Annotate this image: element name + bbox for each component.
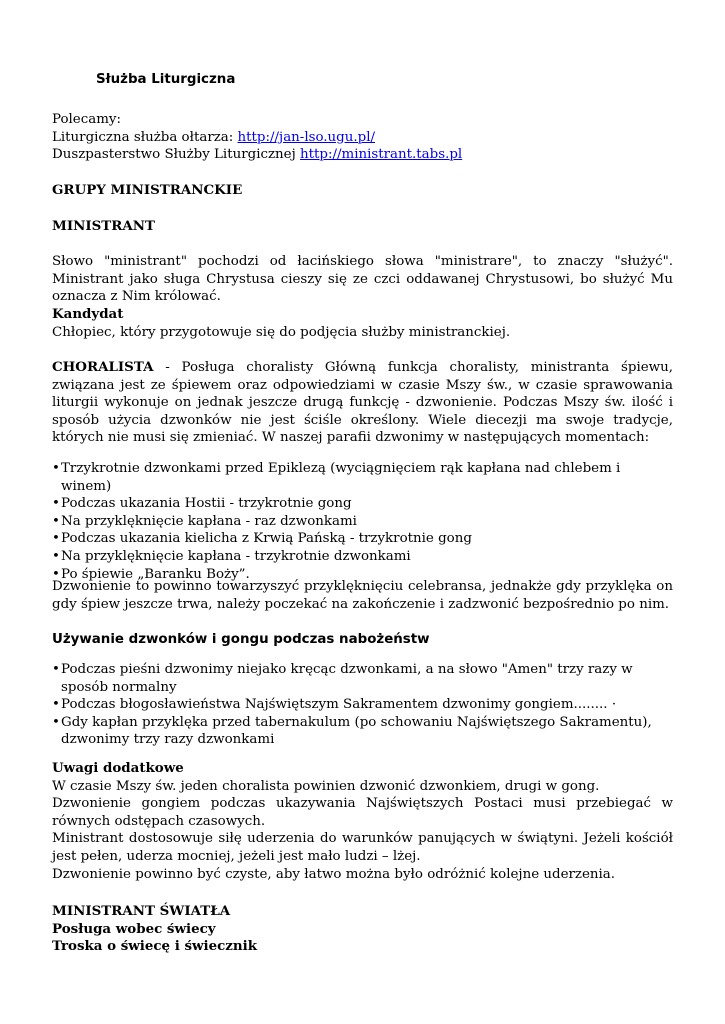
uwagi-text-1: W czasie Mszy św. jeden choralista powinien dzwonić dzwonkiem, drugi w gong.	[52, 778, 600, 794]
recommend-label-2: Duszpasterstwo Służby Liturgicznej	[52, 147, 300, 163]
list-item: • Na przyklęknięcie kapłana - raz dzwonkami	[52, 513, 673, 531]
choralista-paragraph	[52, 359, 673, 447]
link-ministrant-tabs[interactable]: http://ministrant.tabs.pl	[300, 147, 463, 163]
link-jan-lso[interactable]: http://jan-lso.ugu.pl/	[237, 129, 376, 145]
swiatla-subheading-2: Troska o świecę i świecznik	[52, 938, 258, 955]
list-item: • Podczas ukazania kielicha z Krwią Pańską - trzykrotnie gong	[52, 530, 673, 548]
gong-heading: Używanie dzwonków i gongu podczas nabożeństw	[52, 632, 430, 647]
page-title: Służba Liturgiczna	[96, 72, 236, 87]
gong-bullet-list	[52, 661, 673, 749]
recommend-heading: Polecamy:	[52, 112, 121, 127]
swiatla-heading: MINISTRANT ŚWIATŁA	[52, 903, 231, 919]
kandydat-heading: Kandydat	[52, 306, 124, 322]
list-item: • Podczas błogosławieństwa Najświętszym Sakramentem dzwonimy gongiem........ ·	[52, 696, 673, 714]
list-item: • Na przyklęknięcie kapłana - trzykrotnie dzwonkami	[52, 548, 673, 566]
groups-heading: GRUPY MINISTRANCKIE	[52, 182, 243, 198]
swiatla-section	[52, 903, 673, 956]
uwagi-text-3: Ministrant dostosowuje siłę uderzenia do warunków panujących w świątyni. Jeżeli kościół jest pełen, uderza mocniej, jeżeli jest mało ludzi – lżej.	[52, 831, 673, 864]
list-item: • Trzykrotnie dzwonkami przed Epiklezą (wyciągnięciem rąk kapłana nad chlebem i winem)	[52, 460, 673, 495]
kandydat-text: Chłopiec, który przygotowuje się do podjęcia służby ministranckiej.	[52, 325, 511, 340]
recommend-section	[52, 111, 673, 164]
recommend-label-1: Liturgiczna służba ołtarza:	[52, 129, 238, 145]
list-item: • Gdy kapłan przyklęka przed tabernakulum (po schowaniu Najświętszego Sakramentu), dzwonimy trzy razy dzwonkami	[52, 714, 673, 749]
recommend-line-1	[52, 129, 673, 147]
choralista-after-text: Dzwonienie to powinno towarzyszyć przyklęknięciu celebransa, jednakże gdy przyklęka on gdy śpiew jeszcze trwa, należy poczekać na zakończenie i zadzwonić bezpośrednio po nim.	[52, 579, 673, 612]
uwagi-section	[52, 760, 673, 883]
uwagi-heading: Uwagi dodatkowe	[52, 760, 184, 776]
recommend-line-2	[52, 146, 673, 164]
uwagi-text-2: Dzwonienie gongiem podczas ukazywania Najświętszych Postaci musi przebiegać w równych odstępach czasowych.	[52, 796, 673, 829]
choralista-heading: CHORALISTA	[52, 359, 154, 375]
choralista-text: - Posługa choralisty Główną funkcja choralisty, ministranta śpiewu, związana jest ze śpiewem oraz odpowiedziami w czasie Mszy św., w czasie sprawowania liturgii wykonuje on jednak jeszcze drugą funkcję - dzwonienie. Podczas Mszy św. ilość i sposób użycia dzwonków nie jest ściśle określony. Wiele diecezji ma swoje tradycje, których nie musi się zmieniać. W naszej parafii dzwonimy w następujących momentach:	[52, 360, 673, 446]
list-item: • Podczas ukazania Hostii - trzykrotnie gong	[52, 495, 673, 513]
uwagi-text-4: Dzwonienie powinno być czyste, aby łatwo można było odróżnić kolejne uderzenia.	[52, 866, 616, 882]
choralista-bullet-list	[52, 460, 673, 583]
ministrant-heading: MINISTRANT	[52, 218, 155, 234]
list-item: • Podczas pieśni dzwonimy niejako kręcąc dzwonkami, a na słowo "Amen" trzy razy w sposób normalny	[52, 661, 673, 696]
ministrant-text: Słowo "ministrant" pochodzi od łacińskiego słowa "ministrare", to znaczy "służyć". Ministrant jako sługa Chrystusa cieszy się ze czci oddawanej Chrystusowi, bo służyć Mu oznacza z Nim królować.	[52, 254, 673, 305]
swiatla-subheading-1: Posługa wobec świecy	[52, 920, 216, 937]
list-item: • Po śpiewie „Baranku Boży”.	[52, 566, 673, 584]
